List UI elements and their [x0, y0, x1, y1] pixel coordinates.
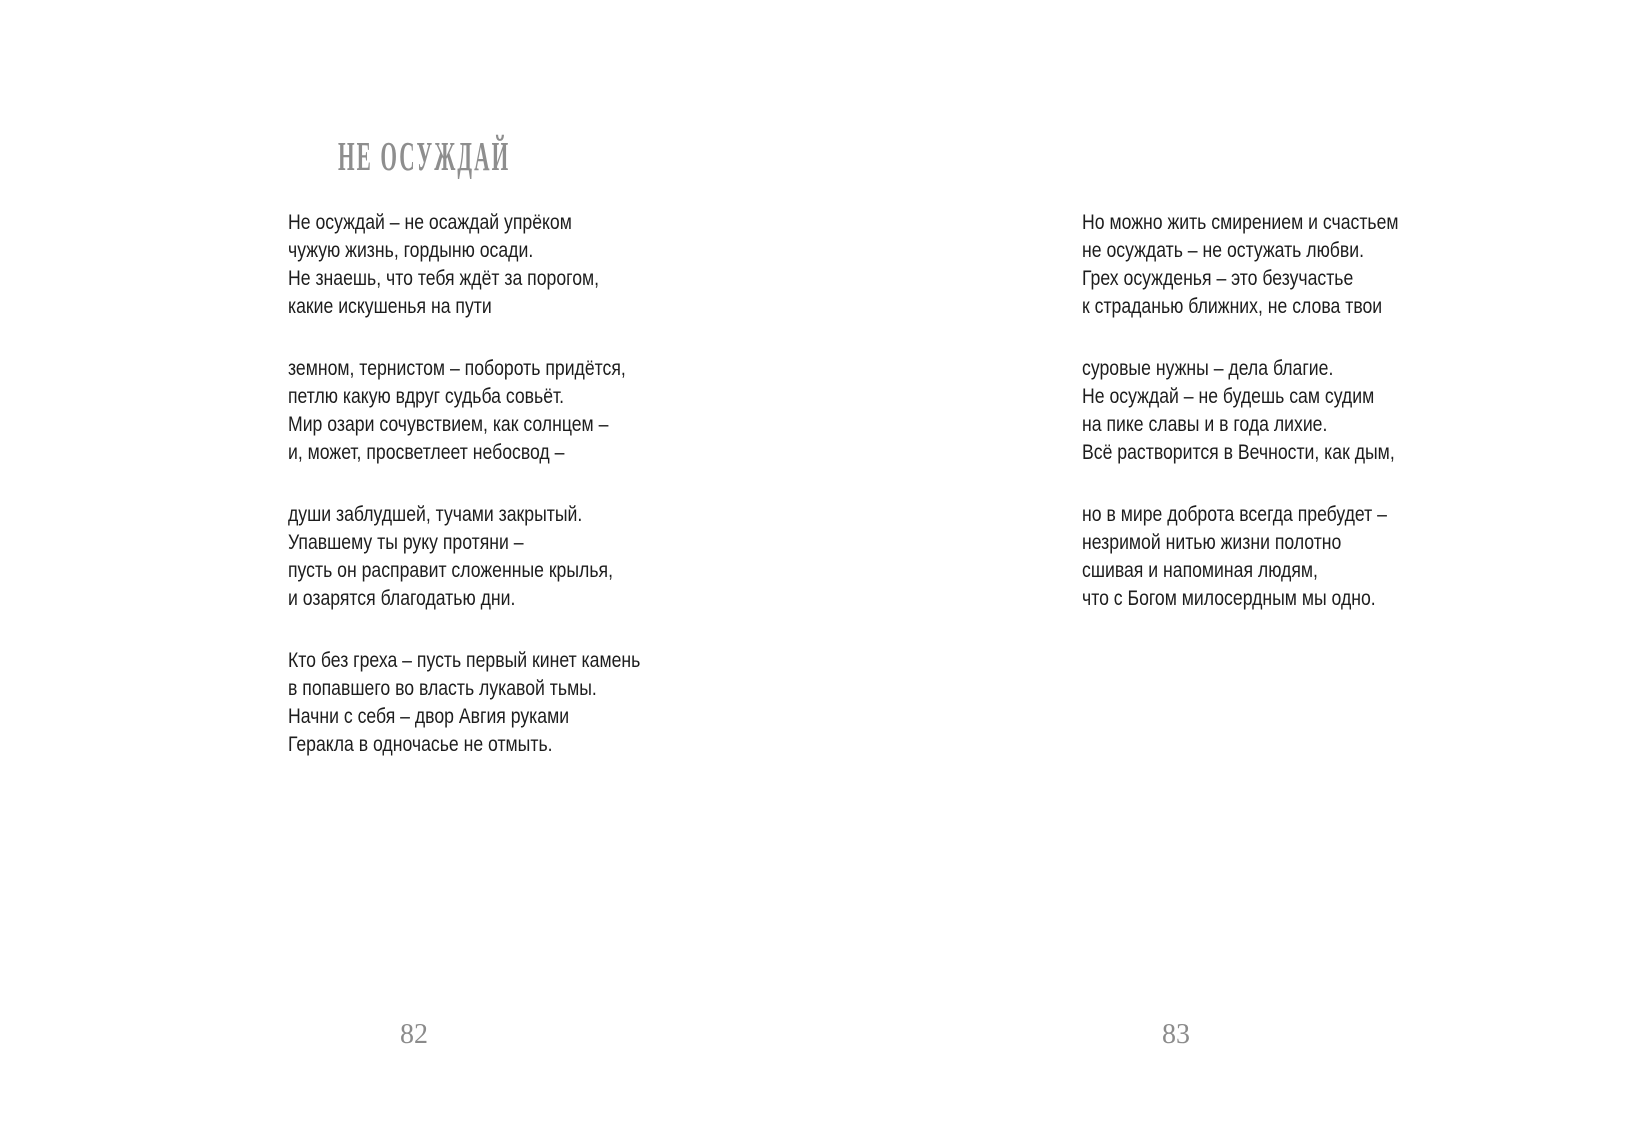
- page-number-right: 83: [1162, 1019, 1190, 1050]
- stanza-2: [288, 355, 691, 467]
- poem-line: Всё растворится в Вечности, как дым,: [1082, 441, 1395, 464]
- page-number-left: 82: [400, 1019, 428, 1050]
- poem-line: к страданью ближних, не слова твои: [1082, 295, 1383, 318]
- poem-line: пусть он расправит сложенные крылья,: [288, 559, 613, 582]
- poem-line: земном, тернистом – побороть придётся,: [288, 357, 626, 380]
- poem-line: Но можно жить смирением и счастьем: [1082, 211, 1399, 234]
- poem-right-column: [1082, 209, 1485, 647]
- poem-line: Кто без греха – пусть первый кинет камень: [288, 649, 641, 672]
- stanza-1: [288, 209, 691, 321]
- poem-line: Не знаешь, что тебя ждёт за порогом,: [288, 267, 600, 290]
- poem-line: Мир озари сочувствием, как солнцем –: [288, 413, 609, 436]
- poem-line: Грех осужденья – это безучастье: [1082, 267, 1354, 290]
- poem-line: Геракла в одночасье не отмыть.: [288, 733, 553, 756]
- poem-line: и, может, просветлеет небосвод –: [288, 441, 565, 464]
- poem-line: души заблудшей, тучами закрытый.: [288, 503, 583, 526]
- poem-title: НЕ ОСУЖДАЙ: [338, 133, 511, 179]
- poem-line: и озарятся благодатью дни.: [288, 587, 516, 610]
- poem-line: Не осуждай – не осаждай упрёком: [288, 211, 572, 234]
- stanza-6: [1082, 355, 1485, 467]
- poem-line: сшивая и напоминая людям,: [1082, 559, 1318, 582]
- poem-line: Начни с себя – двор Авгия руками: [288, 705, 570, 728]
- stanza-4: [288, 647, 691, 759]
- poem-line: Упавшему ты руку протяни –: [288, 531, 524, 554]
- stanza-5: [1082, 209, 1485, 321]
- stanza-7: [1082, 501, 1485, 613]
- poem-line: чужую жизнь, гордыню осади.: [288, 239, 534, 262]
- poem-line: в попавшего во власть лукавой тьмы.: [288, 677, 597, 700]
- poem-line: на пике славы и в года лихие.: [1082, 413, 1328, 436]
- poem-line: не осуждать – не остужать любви.: [1082, 239, 1365, 262]
- poem-line: какие искушенья на пути: [288, 295, 492, 318]
- poem-line: но в мире доброта всегда пребудет –: [1082, 503, 1387, 526]
- stanza-3: [288, 501, 691, 613]
- poem-line: петлю какую вдруг судьба совьёт.: [288, 385, 565, 408]
- poem-line: Не осуждай – не будешь сам судим: [1082, 385, 1375, 408]
- poem-line: незримой нитью жизни полотно: [1082, 531, 1342, 554]
- poem-line: суровые нужны – дела благие.: [1082, 357, 1334, 380]
- poem-line: что с Богом милосердным мы одно.: [1082, 587, 1376, 610]
- poem-left-column: [288, 209, 691, 793]
